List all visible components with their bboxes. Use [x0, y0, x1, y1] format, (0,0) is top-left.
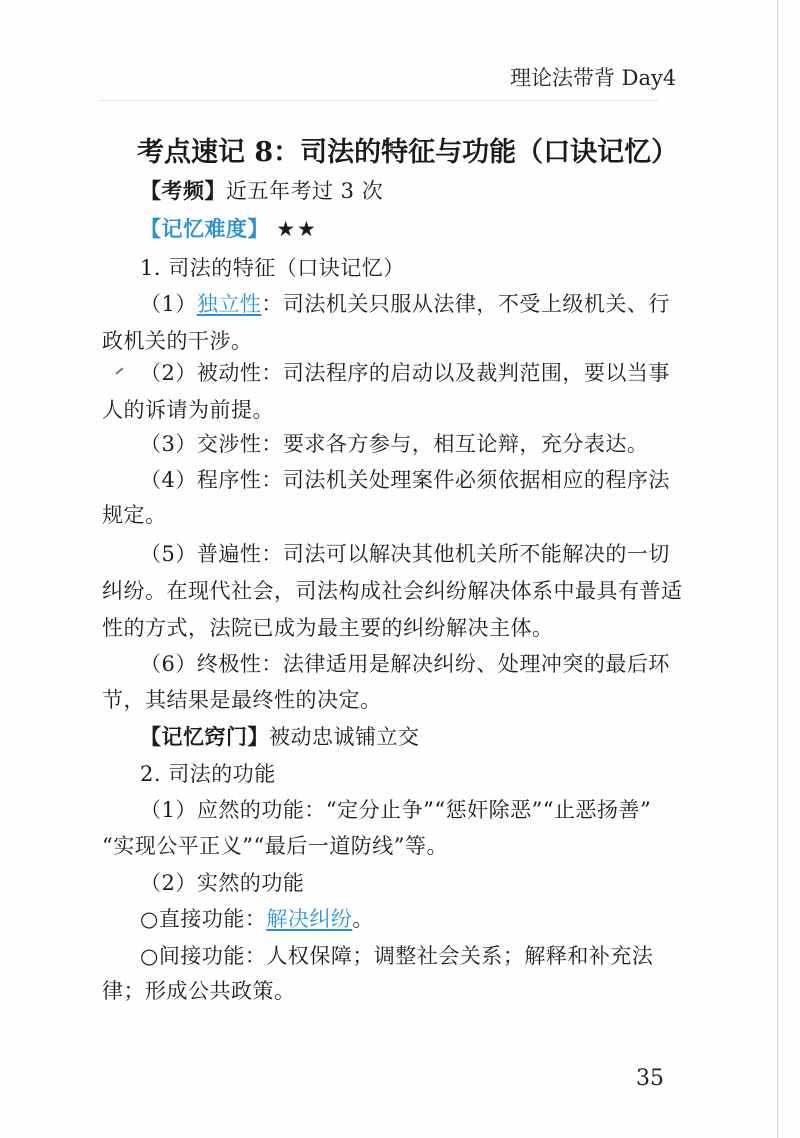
frequency-tag: 【考频】	[140, 178, 226, 203]
feature-2-continuation: 人的诉请为前提。	[102, 398, 274, 422]
mnemonic-text: 被动忠诚铺立交	[269, 725, 420, 749]
feature-2-line: （2）被动性：司法程序的启动以及裁判范围，要以当事	[140, 361, 670, 385]
feature-4-continuation: 规定。	[102, 503, 167, 527]
difficulty-line	[140, 213, 318, 243]
section-title: 考点速记 8：司法的特征与功能（口诀记忆）	[137, 137, 679, 168]
difficulty-tag: 【记忆难度】	[140, 216, 269, 241]
feature-3-line: （3）交涉性：要求各方参与，相互论辩，充分表达。	[140, 432, 649, 456]
indirect-function-continuation: 律；形成公共政策。	[102, 979, 296, 1003]
mnemonic-line	[140, 721, 420, 751]
function-1-line: （1）应然的功能：“定分止争”“惩奸除恶”“止恶扬善”	[140, 798, 652, 822]
frequency-text: 近五年考过 3 次	[226, 179, 384, 203]
section1-heading: 1. 司法的特征（口诀记忆）	[140, 256, 405, 280]
direct-function-suffix: 。	[352, 907, 374, 931]
mnemonic-tag: 【记忆窍门】	[140, 724, 269, 749]
page-number: 35	[636, 1066, 664, 1091]
function-1-continuation: “实现公平正义”“最后一道防线”等。	[102, 834, 448, 858]
direct-function-prefix: ○直接功能：	[140, 907, 267, 931]
feature-6-line: （6）终极性：法律适用是解决纠纷、处理冲突的最后环	[140, 652, 670, 676]
feature-1-line	[140, 288, 670, 318]
function-2-line: （2）实然的功能	[140, 871, 305, 895]
feature-1-prefix: （1）	[140, 292, 197, 316]
running-header: 理论法带背 Day4	[510, 66, 677, 90]
feature-1-continuation: 政机关的干涉。	[102, 329, 253, 353]
feature-5-line: （5）普遍性：司法可以解决其他机关所不能解决的一切	[140, 542, 670, 566]
difficulty-stars: ★★	[276, 217, 318, 241]
feature-6-continuation: 节，其结果是最终性的决定。	[102, 688, 382, 712]
feature-1-text: ：司法机关只服从法律，不受上级机关、行	[261, 292, 670, 316]
feature-5-continuation-2: 性的方式，法院已成为最主要的纠纷解决主体。	[102, 616, 554, 640]
pencil-tick-mark	[115, 367, 123, 374]
direct-function-line	[140, 903, 374, 933]
section2-heading: 2. 司法的功能	[140, 762, 276, 786]
feature-1-term-highlight: 独立性	[196, 292, 262, 316]
direct-function-highlight: 解决纠纷	[266, 907, 353, 931]
indirect-function-line: ○间接功能：人权保障；调整社会关系；解释和补充法	[140, 944, 654, 968]
feature-5-continuation-1: 纠纷。在现代社会，司法构成社会纠纷解决体系中最具有普适	[102, 579, 683, 603]
frequency-line	[140, 175, 383, 205]
page-edge-line	[777, 0, 778, 1138]
header-divider	[100, 100, 658, 101]
feature-4-line: （4）程序性：司法机关处理案件必须依据相应的程序法	[140, 468, 670, 492]
